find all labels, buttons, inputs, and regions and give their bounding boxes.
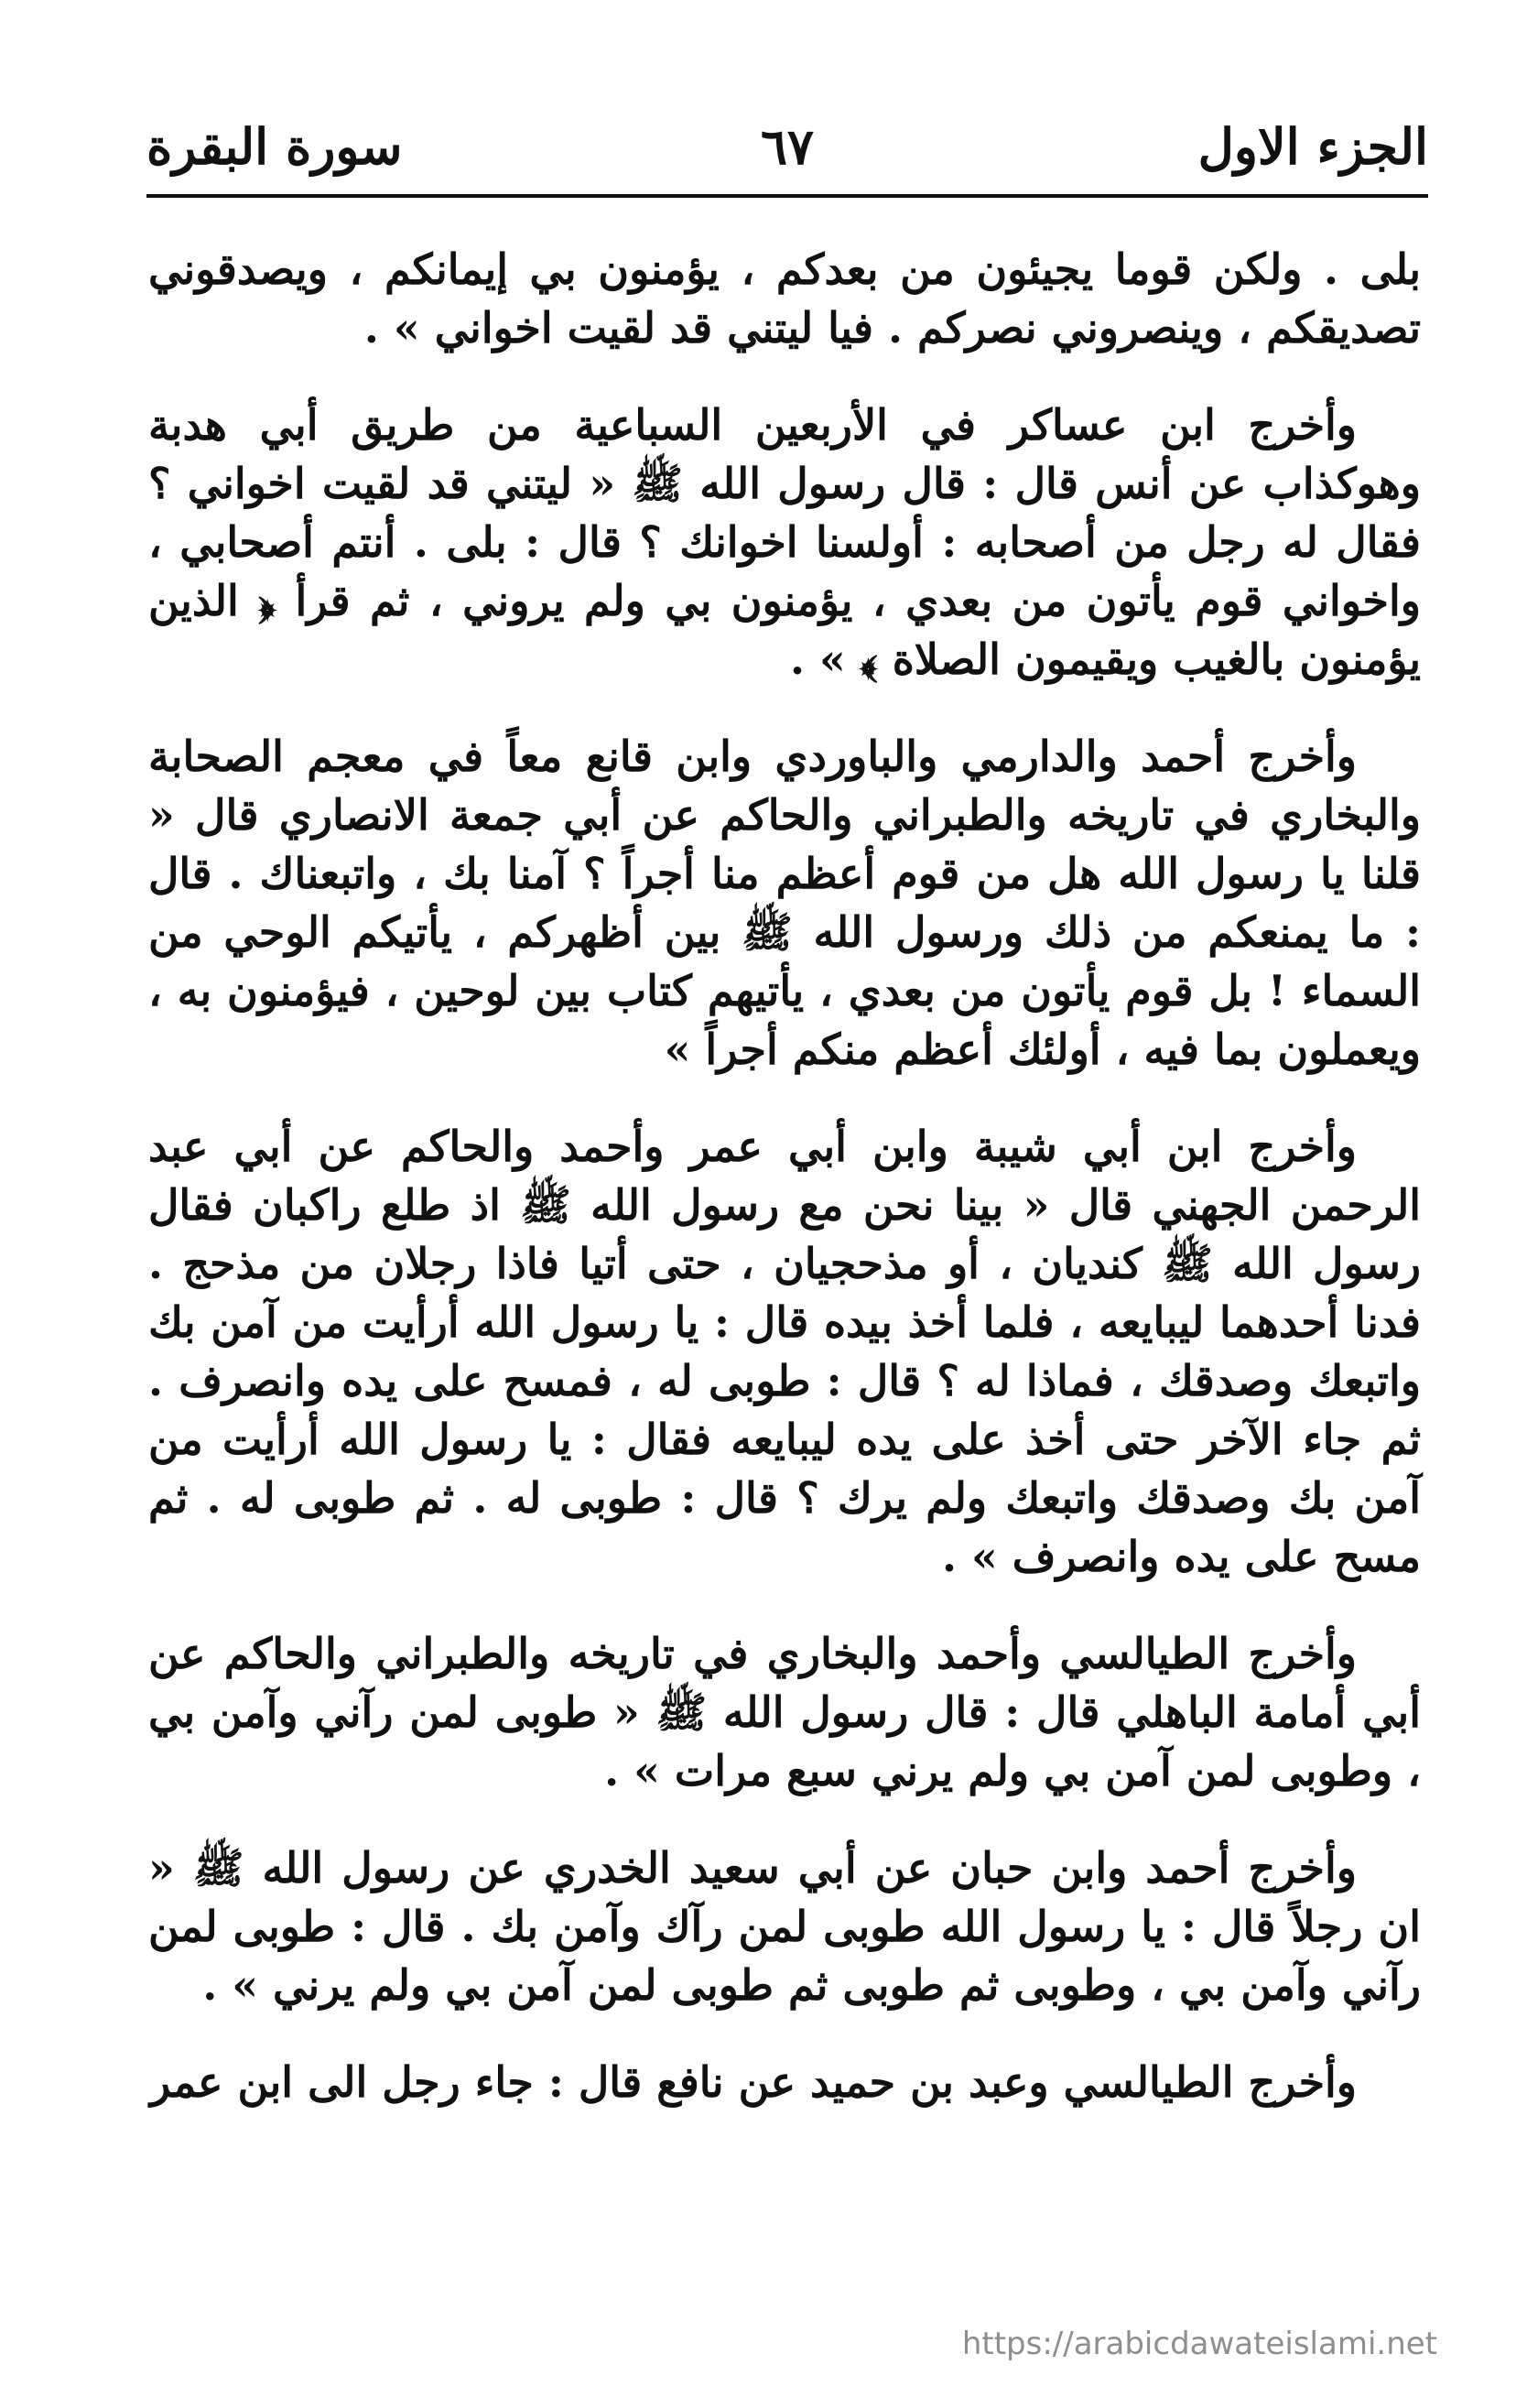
header-rule (146, 194, 1428, 198)
body-text (148, 240, 1421, 2150)
paragraph: وأخرج ابن عساكر في الأربعين السباعية من طريق أبي هدبة وهوكذاب عن أنس قال : قال رسول الله ﷺ « ليتني قد لقيت اخواني ؟ فقال له رجل من أصحابه : أولسنا اخوانك ؟ قال : بلى . أنتم أصحابي ، واخواني قوم يأتون من بعدي ، يؤمنون بي ولم يروني ، ثم قرأ ﴿ الذين يؤمنون بالغيب ويقيمون الصلاة ﴾ » . (148, 400, 1421, 684)
watermark-url: https://arabicdawateislami.net (961, 2326, 1437, 2362)
paragraph: وأخرج ابن أبي شيبة وابن أبي عمر وأحمد والحاكم عن أبي عبد الرحمن الجهني قال « بينا نحن مع رسول الله ﷺ اذ طلع راكبان فقال رسول الله ﷺ كنديان ، أو مذحجيان ، حتى أتيا فاذا رجلان من مذحج . فدنا أحدهما ليبايعه ، فلما أخذ بيده قال : يا رسول الله أرأيت من آمن بك واتبعك وصدقك ، فماذا له ؟ قال : طوبى له ، فمسح على يده وانصرف . ثم جاء الآخر حتى أخذ على يده ليبايعه فقال : يا رسول الله أرأيت من آمن بك وصدقك واتبعك ولم يرك ؟ قال : طوبى له . ثم طوبى له . ثم مسح على يده وانصرف » . (148, 1122, 1421, 1581)
paragraph: وأخرج الطيالسي وعبد بن حميد عن نافع قال : جاء رجل الى ابن عمر (150, 2057, 1357, 2107)
page-header (146, 110, 1428, 183)
surah-title: سورة البقرة (146, 117, 403, 176)
part-title: الجزء الاول (1197, 117, 1428, 176)
page-number: ٦٧ (760, 117, 814, 176)
paragraph: وأخرج أحمد والدارمي والباوردي وابن قانع معاً في معجم الصحابة والبخاري في تاريخه والطبراني والحاكم عن أبي جمعة الانصاري قال « قلنا يا رسول الله هل من قوم أعظم منا أجراً ؟ آمنا بك ، واتبعناك . قال : ما يمنعكم من ذلك ورسول الله ﷺ بين أظهركم ، يأتيكم الوحي من السماء ! بل قوم يأتون من بعدي ، يأتيهم كتاب بين لوحين ، فيؤمنون به ، ويعملون بما فيه ، أولئك أعظم منكم أجراً » (148, 732, 1421, 1074)
paragraph: بلى . ولكن قوما يجيئون من بعدكم ، يؤمنون بي إيمانكم ، ويصدقوني تصديقكم ، وينصروني نصركم . فيا ليتني قد لقيت اخواني » . (148, 244, 1421, 353)
paragraph: وأخرج أحمد وابن حبان عن أبي سعيد الخدري عن رسول الله ﷺ « ان رجلاً قال : يا رسول الله طوبى لمن رآك وآمن بك . قال : طوبى لمن رآني وآمن بي ، وطوبى ثم طوبى ثم طوبى لمن آمن بي ولم يرني » . (148, 1843, 1421, 2010)
paragraph: وأخرج الطيالسي وأحمد والبخاري في تاريخه والطبراني والحاكم عن أبي أمامة الباهلي قال : قال رسول الله ﷺ « طوبى لمن رآني وآمن بي ، وطوبى لمن آمن بي ولم يرني سبع مرات » . (148, 1629, 1421, 1795)
